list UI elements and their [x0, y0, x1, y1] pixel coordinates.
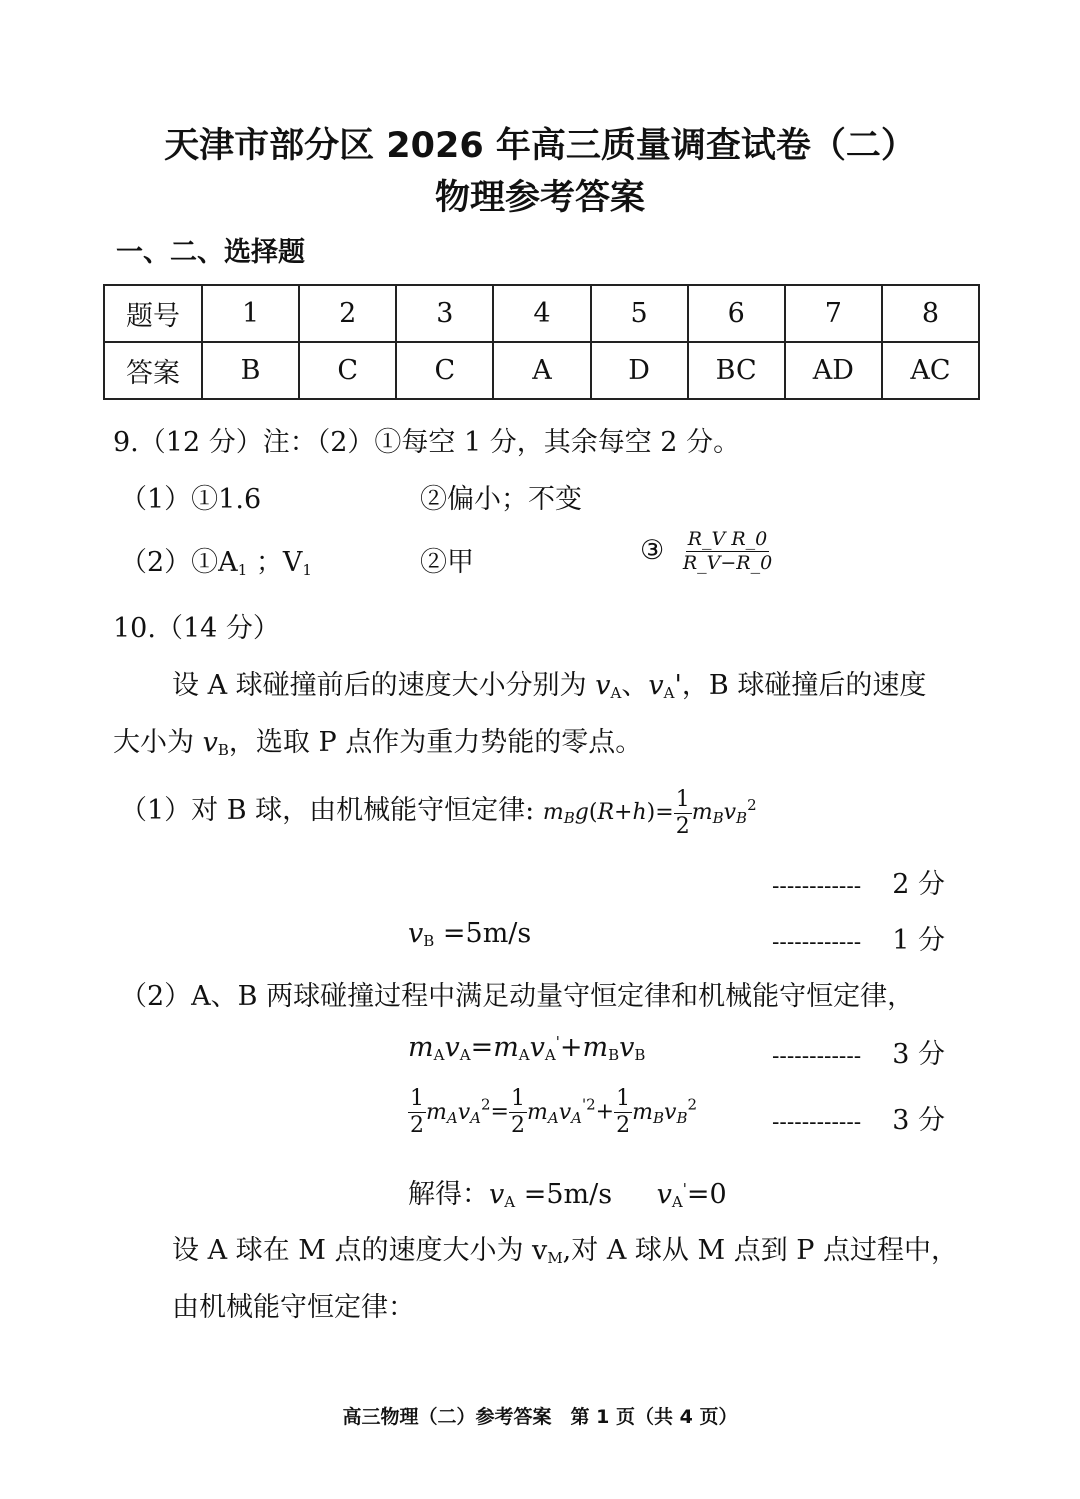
- fraction: $\frac{1}{2}$: [616, 1086, 631, 1138]
- subscript: M: [547, 1249, 563, 1267]
- q9-part2-sep: ；V: [247, 547, 303, 578]
- fraction: [681, 530, 774, 573]
- fraction-denominator: R_V−R_0: [682, 552, 773, 574]
- table-row: [104, 342, 979, 399]
- equation-momentum: $m_Av_A=m_Av_A'+m_Bv_B$: [408, 1032, 646, 1064]
- q10-part2: （2）A、B 两球碰撞过程中满足动量守恒定律和机械能守恒定律，: [120, 981, 915, 1012]
- dash-leader: ------------: [772, 930, 862, 955]
- subscript: 1: [302, 561, 312, 579]
- fraction-numerator: R_V R_0: [687, 528, 768, 550]
- dash-leader: ------------: [772, 1110, 862, 1135]
- q10-intro-line2: 大小为 $v_B$，选取 P 点作为重力势能的零点。: [113, 727, 643, 759]
- text: =5m/s: [523, 1179, 613, 1210]
- table-cell: C: [299, 342, 396, 399]
- q9-header: 9.（12 分）注：（2）①每空 1 分，其余每空 2 分。: [113, 427, 741, 458]
- q10-intro-line1: 设 A 球碰撞前后的速度大小分别为 $v_A$、$v_A'$，B 球碰撞后的速度: [172, 670, 927, 702]
- text: 设 A 球在 M 点的速度大小为 v: [172, 1235, 548, 1266]
- q9-part2-a-text: （2）①A: [120, 547, 238, 578]
- vb-result: $v_B =5m/s$: [408, 918, 532, 950]
- text: 解得：: [408, 1179, 489, 1210]
- table-cell: 6: [688, 285, 785, 342]
- text: =0: [686, 1179, 727, 1210]
- table-cell: AD: [785, 342, 882, 399]
- equation-energy-b: $m_Bg(R+h)=$ $\frac{1}{2}$ $m_Bv_B^2$: [542, 786, 757, 839]
- circled-number: ③: [640, 535, 665, 566]
- text: 大小为: [113, 727, 203, 758]
- table-cell: 7: [785, 285, 882, 342]
- table-cell: 1: [202, 285, 299, 342]
- fraction: $\frac{1}{2}$: [410, 1086, 424, 1138]
- text: ，B 球碰撞后的速度: [681, 670, 927, 701]
- answer-table: [103, 284, 980, 400]
- equation-energy-collision: $\frac{1}{2}$ $m_Av_A^2=$ $\frac{1}{2}$ $m_Av_A^{'2}+$ $\frac{1}{2}$ $m_Bv_B^2$: [410, 1086, 698, 1138]
- score: 1 分: [892, 925, 946, 956]
- score: 3 分: [892, 1105, 946, 1136]
- dash-leader: ------------: [772, 1044, 862, 1069]
- score-line: [772, 918, 945, 957]
- score: 3 分: [892, 1039, 946, 1070]
- table-cell: C: [396, 342, 493, 399]
- q9-part2-answer-c: [640, 530, 774, 573]
- table-cell: A: [493, 342, 590, 399]
- section-heading: 一、二、选择题: [116, 237, 305, 268]
- text: 设 A 球碰撞前后的速度大小分别为: [172, 670, 596, 701]
- table-cell: D: [591, 342, 688, 399]
- table-cell: BC: [688, 342, 785, 399]
- table-cell: 4: [493, 285, 590, 342]
- page-footer: 高三物理（二）参考答案 第 1 页（共 4 页）: [342, 1406, 738, 1428]
- table-cell: 2: [299, 285, 396, 342]
- table-cell: B: [202, 342, 299, 399]
- table-cell: 3: [396, 285, 493, 342]
- text: ，选取 P 点作为重力势能的零点。: [228, 727, 643, 758]
- text: （1）对 B 球，由机械能守恒定律:: [120, 795, 535, 826]
- page-title: 天津市部分区 2026 年高三质量调查试卷（二）: [164, 126, 916, 166]
- table-row: [104, 285, 979, 342]
- table-header-cell: 题号: [104, 285, 202, 342]
- q9-part1-answer-b: ②偏小；不变: [420, 484, 582, 515]
- score-line: [772, 862, 945, 901]
- subscript: 1: [237, 561, 248, 579]
- text: ,对 A 球从 M 点到 P 点过程中，: [562, 1235, 959, 1266]
- solve-result: 解得：$v_A =5m/s$ $v_A'=0$: [408, 1179, 727, 1211]
- fraction: $\frac{1}{2}$: [510, 1086, 525, 1138]
- q10-header: 10.（14 分）: [113, 613, 280, 644]
- table-cell: 8: [882, 285, 979, 342]
- q9-part2-answer-a: [120, 540, 312, 579]
- table-cell: 5: [591, 285, 688, 342]
- q9-part2-answer-b: ②甲: [420, 547, 474, 578]
- q10-next-line1: [172, 1228, 958, 1267]
- page-subtitle: 物理参考答案: [434, 178, 645, 218]
- q10-next-line2: 由机械能守恒定律：: [172, 1292, 415, 1323]
- dash-leader: ------------: [772, 874, 862, 899]
- q9-part1-answer-a: （1）①1.6: [120, 484, 262, 515]
- score: 2 分: [892, 869, 946, 900]
- table-cell: AC: [882, 342, 979, 399]
- score-line: [772, 1032, 945, 1071]
- fraction: $\frac{1}{2}$: [675, 786, 690, 839]
- score-line: [772, 1098, 945, 1137]
- text: =5m/s: [442, 918, 532, 949]
- table-header-cell: 答案: [104, 342, 202, 399]
- q10-part1: [120, 788, 757, 838]
